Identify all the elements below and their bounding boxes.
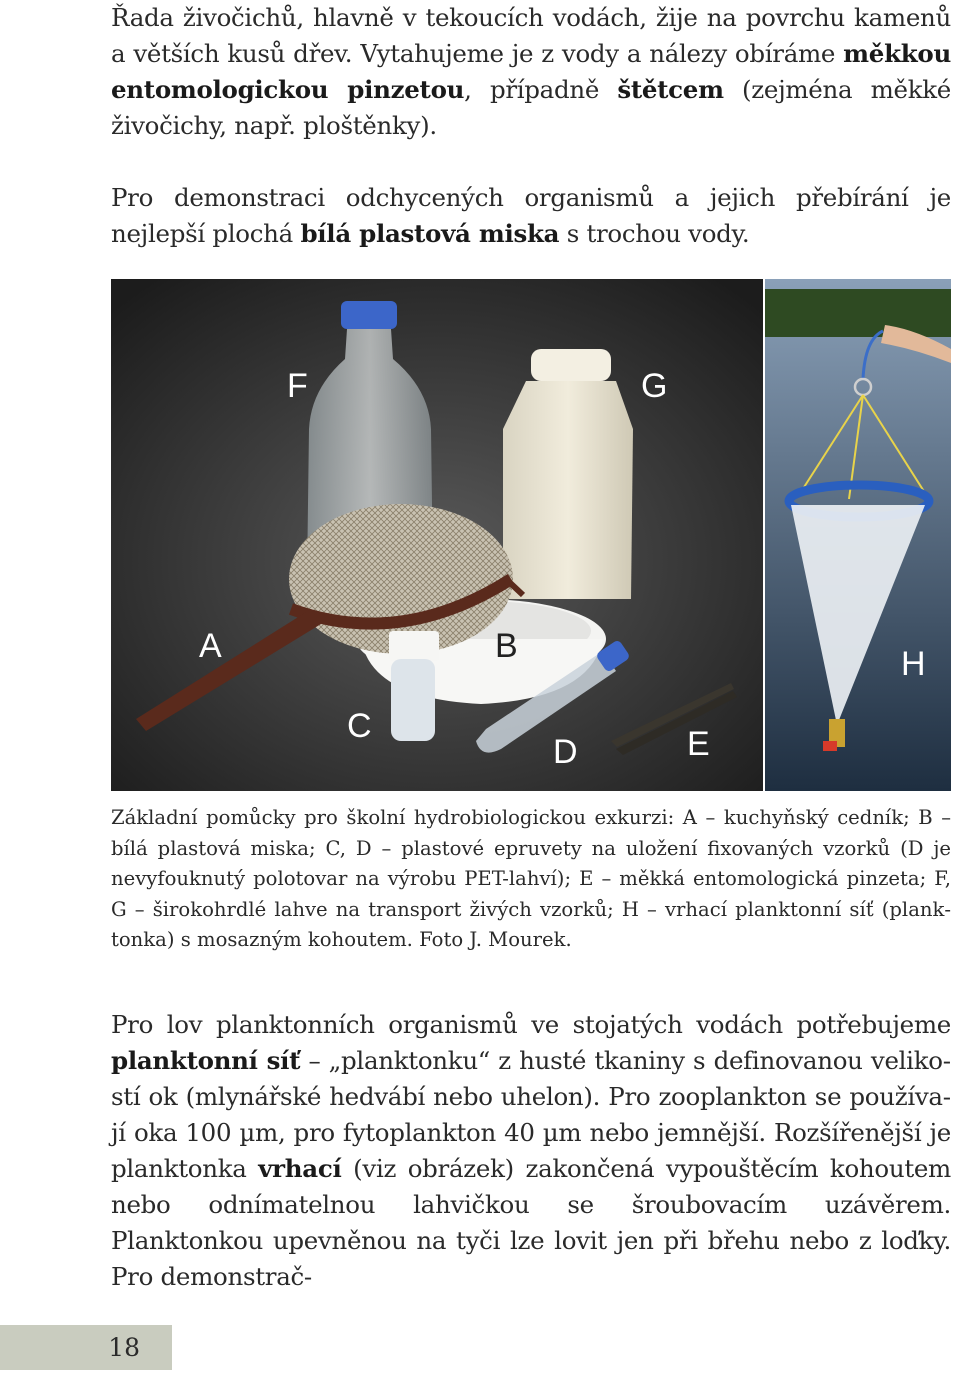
label-g: G bbox=[641, 367, 668, 405]
text-run: (zejména měkké živočichy, např. ploštěnky). bbox=[111, 75, 952, 140]
label-a: A bbox=[199, 627, 222, 665]
bold-term: štětcem bbox=[617, 75, 724, 104]
label-c: C bbox=[347, 707, 372, 745]
bold-term: bílá plastová miska bbox=[300, 219, 560, 248]
text-run: (viz obrázek) zakončená vypouštěcím kohoutem nebo odnímatelnou lahvičkou se šroubovacím uzávěrem. Planktonkou upevněnou na tyči lze lovit jen při břehu nebo z loďky. Pro demonstrač- bbox=[111, 1154, 951, 1291]
tree-line bbox=[765, 289, 951, 337]
paragraph-2 bbox=[111, 180, 951, 252]
equipment-illustration bbox=[111, 279, 763, 791]
page-number-box bbox=[0, 1325, 172, 1370]
figure-caption: Základní pomůcky pro školní hydrobiologickou exkurzi: A – kuchyňský cedník; B – bílá plastová miska; C, D – plastové epruvety na uložení fixovaných vzorků (D je nevyfouknutý polotovar na výrobu PET-lahví); E – měkká entomologická pinzeta; F, G – širokohrdlé lahve na transport živých vzorků; H – vrhací planktonní síť (planktonka) s mosazným kohoutem. Foto J. Mourek. bbox=[111, 806, 951, 952]
bold-term: měkkou entomologickou pinzetou bbox=[111, 39, 951, 104]
label-b: B bbox=[495, 627, 518, 665]
page-number: 18 bbox=[108, 1333, 140, 1362]
text-run: s trochou vody. bbox=[559, 219, 750, 248]
label-d: D bbox=[553, 733, 578, 771]
text-run: Pro demonstraci odchycených organismů a jejich přebírání je nejlepší plochá bbox=[111, 183, 951, 248]
text-run: , případně bbox=[464, 75, 618, 104]
paragraph-3 bbox=[111, 1007, 951, 1295]
label-e: E bbox=[687, 725, 710, 763]
plankton-net-illustration bbox=[765, 279, 951, 791]
text-run: – „planktonku“ z husté tkaniny s definovanou velikostí ok (mlynářské hedvábí nebo uhelon). Pro zooplankton se používají oka 100 µm, pro fytoplankton 40 µm nebo jemnější. Rozšířenější je planktonka bbox=[111, 1046, 951, 1183]
paragraph-1 bbox=[111, 0, 951, 144]
text-run: Řada živočichů, hlavně v tekoucích vodách, žije na povrchu kamenů a větších kusů dřev. Vytahujeme je z vody a nálezy obíráme bbox=[111, 3, 951, 68]
small-vial bbox=[389, 631, 439, 741]
plankton-net-photo bbox=[765, 279, 951, 791]
text-run: Pro lov planktonních organismů ve stojatých vodách potřebujeme bbox=[111, 1010, 951, 1039]
label-h: H bbox=[901, 645, 926, 683]
bold-term: vrhací bbox=[258, 1154, 342, 1183]
label-f: F bbox=[287, 367, 308, 405]
equipment-photo bbox=[111, 279, 763, 791]
bold-term: planktonní síť bbox=[111, 1046, 301, 1075]
